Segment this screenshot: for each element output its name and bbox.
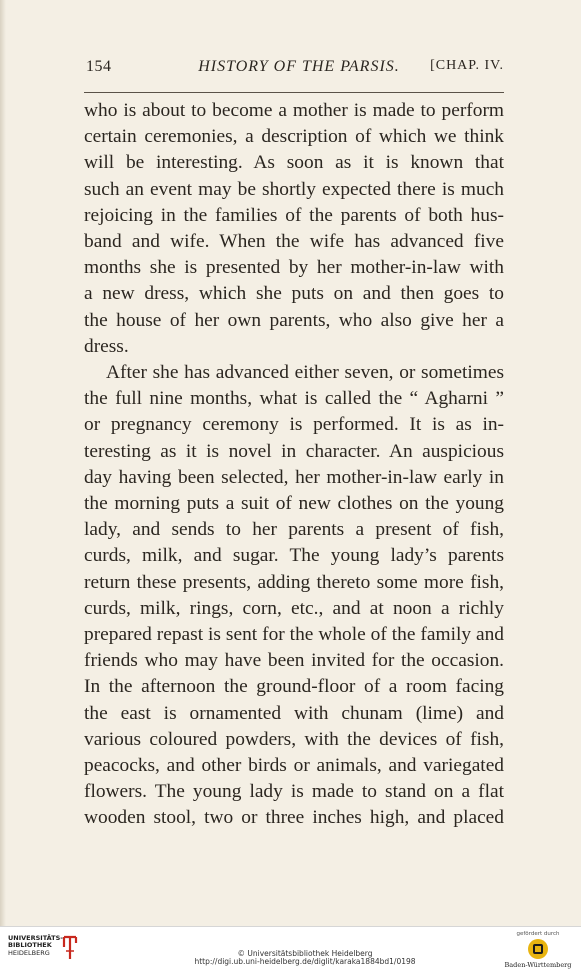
text-line: who is about to become a mother is made to perform xyxy=(84,100,504,121)
text-line: prepared repast is sent for the whole of the family and xyxy=(84,624,504,646)
baden-wuerttemberg-logo-icon xyxy=(528,939,548,959)
text-line: certain ceremonies, a description of which we think xyxy=(84,126,504,148)
chapter-reference: [CHAP. IV. xyxy=(430,58,504,73)
running-head xyxy=(86,58,504,80)
text-line: day having been selected, her mother-in-law early in xyxy=(84,466,504,488)
text-line: various coloured powders, with the devices of fish, xyxy=(84,728,504,750)
copyright-text: © Universitätsbibliothek Heidelberg xyxy=(237,949,373,958)
text-line: teresting as it is novel in character. An auspicious xyxy=(84,440,504,462)
text-line: lady, and sends to her parents a present of fish, xyxy=(84,519,504,541)
body-text xyxy=(84,98,504,832)
page-number: 154 xyxy=(86,58,112,75)
text-line: such an event may be shortly expected there is much xyxy=(84,178,504,200)
text-line: the house of her own parents, who also give her a xyxy=(84,309,504,331)
text-line: the full nine months, what is called the “ Agharni ” xyxy=(84,388,504,410)
permalink[interactable]: http://digi.ub.uni-heidelberg.de/diglit/karaka1884bd1/0198 xyxy=(194,957,416,967)
university-seal-icon xyxy=(60,933,80,963)
digitization-footer xyxy=(0,926,581,969)
running-title: HISTORY OF THE PARSIS. xyxy=(198,58,400,75)
page-edge-shadow xyxy=(0,0,6,926)
text-line: In the afternoon the ground-floor of a room facing xyxy=(84,676,504,698)
text-line: the morning puts a suit of new clothes on the young xyxy=(84,493,504,515)
text-line: peacocks, and other birds or animals, and variegated xyxy=(84,755,504,777)
text-line: months she is presented by her mother-in-law with xyxy=(84,257,504,279)
sponsor-block xyxy=(500,931,576,969)
text-line: flowers. The young lady is made to stand on a flat xyxy=(84,781,504,803)
text-line: curds, milk, rings, corn, etc., and at noon a richly xyxy=(84,597,504,619)
text-line: band and wife. When the wife has advanced five xyxy=(84,231,504,253)
text-line: friends who may have been invited for the occasion. xyxy=(84,650,504,672)
copyright-block xyxy=(140,950,470,967)
text-line: dress. xyxy=(84,335,129,357)
text-line: After she has advanced either seven, or sometimes xyxy=(106,362,504,384)
text-line: wooden stool, two or three inches high, and placed xyxy=(84,807,504,829)
library-name-line1: UNIVERSITÄTS- xyxy=(8,934,63,942)
library-logo-text xyxy=(8,935,63,957)
paragraph-2 xyxy=(84,360,504,832)
paragraph-1 xyxy=(84,98,504,360)
text-line: or pregnancy ceremony is performed. It is as in- xyxy=(84,414,504,436)
library-name-line2: BIBLIOTHEK xyxy=(8,941,52,950)
text-line: rejoicing in the families of the parents of both hus- xyxy=(84,204,504,226)
text-line: a new dress, which she puts on and then goes to xyxy=(84,283,504,305)
header-rule xyxy=(84,92,504,93)
text-line: return these presents, adding thereto some more fish, xyxy=(84,571,504,593)
sponsor-label: gefördert durch xyxy=(516,931,560,937)
text-line: the east is ornamented with chunam (lime) and xyxy=(84,702,504,724)
text-line: will be interesting. As soon as it is known that xyxy=(84,152,504,174)
sponsor-name: Baden-Württemberg xyxy=(504,961,572,969)
text-line: curds, milk, and sugar. The young lady’s parents xyxy=(84,545,504,567)
library-city: HEIDELBERG xyxy=(8,948,50,957)
